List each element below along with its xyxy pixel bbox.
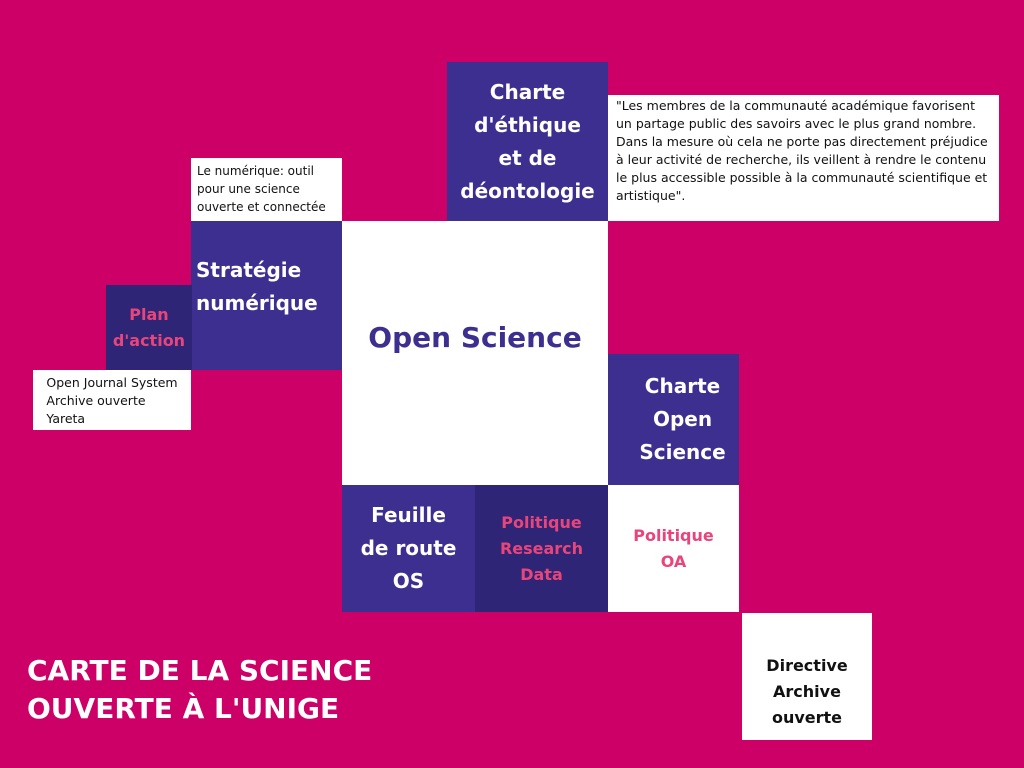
open-science-box <box>342 221 608 485</box>
politique-oa-box <box>608 485 739 612</box>
feuille-route-box <box>342 485 475 612</box>
directive-archive-box <box>742 613 872 740</box>
plan-action-label: Plan d'action <box>112 304 186 350</box>
charte-open-science-label: Charte Open Science <box>639 374 726 464</box>
politique-oa-label: Politique OA <box>633 526 714 571</box>
quote-text: "Les membres de la communauté académique favorisent un partage public des savoirs avec le plus grand nombre. Dans la mesure où cela ne porte pas directement préjudice à leur activité de recherche, ils veillent à rendre le contenu le plus accessible possible à la communauté scientifique et artistique". <box>616 98 988 203</box>
politique-research-data-label: Politique Research Data <box>499 512 584 584</box>
charte-open-science-box <box>608 354 739 485</box>
plan-action-box <box>106 285 192 370</box>
page-title: CARTE DE LA SCIENCE OUVERTE À L'UNIGE <box>27 654 373 725</box>
charte-ethique-box <box>447 62 608 222</box>
numerique-note-box <box>191 158 342 221</box>
quote-box <box>608 95 999 221</box>
tools-note-text: Open Journal System Archive ouverte Yareta <box>46 375 178 426</box>
tools-note-box <box>33 370 191 430</box>
politique-research-data-box <box>475 485 608 612</box>
strategie-numerique-box <box>191 221 342 370</box>
directive-archive-label: Directive Archive ouverte <box>766 655 848 727</box>
charte-ethique-label: Charte d'éthique et de déontologie <box>460 80 595 203</box>
numerique-note-text: Le numérique: outil pour une science ouverte et connectée <box>197 164 326 214</box>
feuille-route-label: Feuille de route OS <box>360 503 457 593</box>
open-science-label: Open Science <box>368 320 582 354</box>
strategie-numerique-label: Stratégie numérique <box>196 258 318 315</box>
